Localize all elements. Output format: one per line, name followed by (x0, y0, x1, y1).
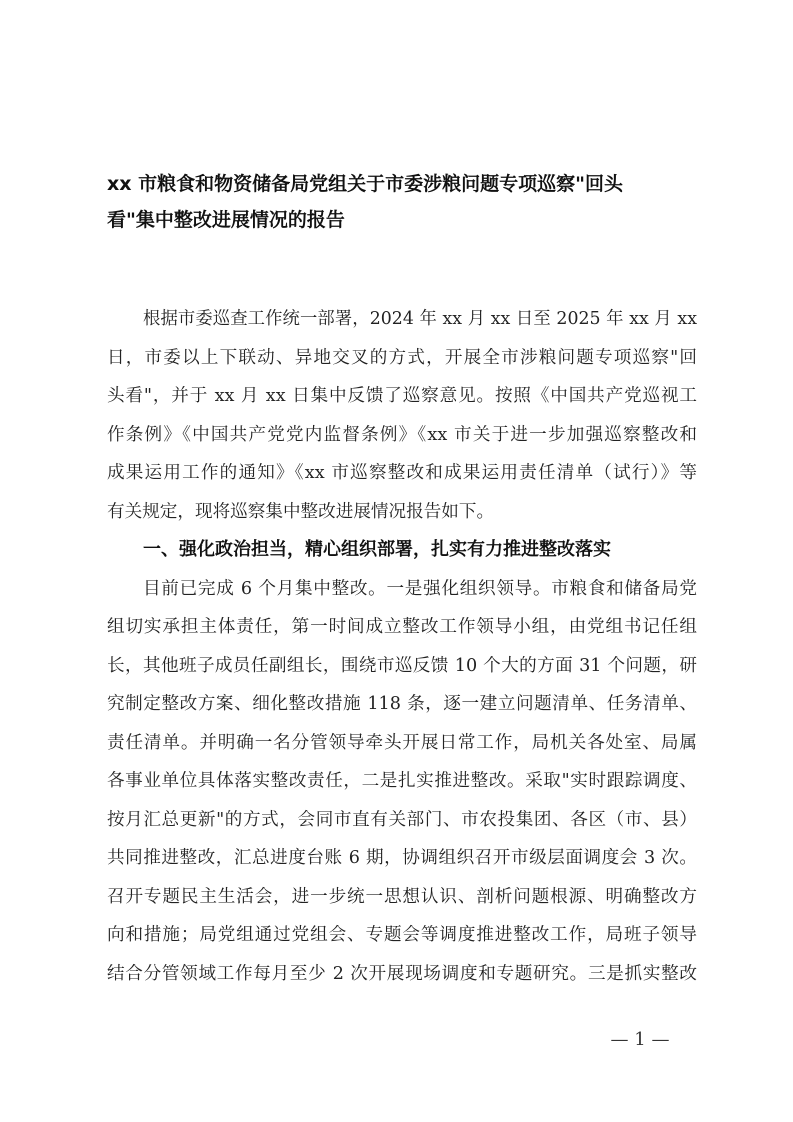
section-paragraph-line: 责任清单。并明确一名分管领导牵头开展日常工作，局机关各处室、局属 (107, 732, 697, 753)
page-number: — 1 — (610, 1029, 670, 1050)
intro-paragraph-line: 根据市委巡查工作统一部署，2024 年 xx 月 xx 日至 2025 年 xx 月 xx (143, 309, 697, 329)
title-line: 看"集中整改进展情况的报告 (107, 209, 345, 231)
document-body (107, 300, 697, 993)
title-line: xx 市粮食和物资储备局党组关于市委涉粮问题专项巡察"回头 (107, 173, 624, 195)
section-paragraph-line: 结合分管领域工作每月至少 2 次开展现场调度和专题研究。三是抓实整改 (107, 963, 697, 984)
section-paragraph-line: 长，其他班子成员任副组长，围绕市巡反馈 10 个大的方面 31 个问题，研 (107, 655, 697, 676)
section-paragraph-line: 共同推进整改，汇总进度台账 6 期，协调组织召开市级层面调度会 3 次。 (107, 848, 697, 868)
document-title (107, 166, 697, 238)
intro-paragraph-line: 有关规定，现将巡察集中整改进展情况报告如下。 (107, 501, 495, 522)
section-paragraph-line: 组切实承担主体责任，第一时间成立整改工作领导小组，由党组书记任组 (107, 617, 697, 637)
section-paragraph-line: 按月汇总更新"的方式，会同市直有关部门、市农投集团、各区（市、县） (107, 809, 697, 830)
section-heading: 一、强化政治担当，精心组织部署，扎实有力推进整改落实 (143, 539, 611, 560)
intro-paragraph-line: 头看"，并于 xx 月 xx 日集中反馈了巡察意见。按照《中国共产党巡视工 (107, 386, 697, 406)
intro-paragraph-line: 日，市委以上下联动、异地交叉的方式，开展全市涉粮问题专项巡察"回 (107, 347, 697, 368)
section-paragraph-line: 召开专题民主生活会，进一步统一思想认识、剖析问题根源、明确整改方 (107, 886, 697, 907)
section-paragraph-line: 各事业单位具体落实整改责任，二是扎实推进整改。采取"实时跟踪调度、 (107, 771, 697, 791)
section-paragraph-line: 究制定整改方案、细化整改措施 118 条，逐一建立问题清单、任务清单、 (107, 694, 697, 714)
section-paragraph-line: 向和措施；局党组通过党组会、专题会等调度推进整改工作，局班子领导 (107, 925, 697, 945)
intro-paragraph-line: 成果运用工作的通知》《xx 市巡察整改和成果运用责任清单（试行）》等 (107, 463, 697, 483)
section-paragraph-line: 目前已完成 6 个月集中整改。一是强化组织领导。市粮食和储备局党 (143, 578, 697, 599)
intro-paragraph-line: 作条例》《中国共产党党内监督条例》《xx 市关于进一步加强巡察整改和 (107, 424, 697, 445)
